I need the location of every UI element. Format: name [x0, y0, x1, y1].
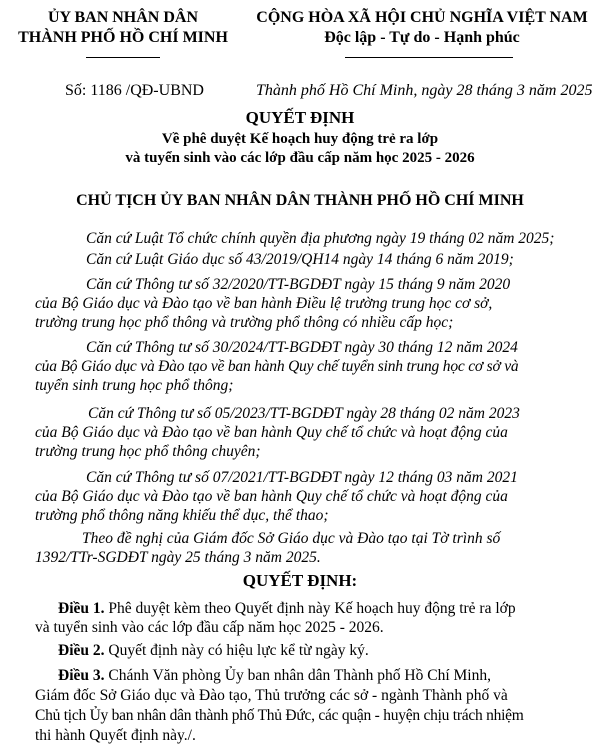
article-3-text: Chánh Văn phòng Ủy ban nhân dân Thành phố Hồ Chí Minh, — [104, 667, 491, 684]
place-date: Thành phố Hồ Chí Minh, ngày 28 tháng 3 năm 2025 — [256, 82, 593, 99]
agency-name-line2: THÀNH PHỐ HỒ CHÍ MINH — [18, 29, 228, 46]
document-subtitle-line2: và tuyển sinh vào các lớp đầu cấp năm học 2025 - 2026 — [125, 150, 475, 166]
article-3-line1 — [58, 666, 491, 685]
article-1-line2: và tuyển sinh vào các lớp đầu cấp năm học 2025 - 2026. — [35, 619, 384, 636]
basis-line: trường phổ thông năng khiếu thể dục, thể thao; — [35, 507, 329, 524]
basis-line: tuyển sinh trung học phổ thông; — [35, 377, 234, 394]
basis-line: Căn cứ Luật Giáo dục số 43/2019/QH14 ngày 14 tháng 6 năm 2019; — [86, 251, 514, 268]
decision-heading: QUYẾT ĐỊNH: — [242, 571, 358, 590]
basis-line: của Bộ Giáo dục và Đào tạo về ban hành Quy chế tuyển sinh trung học cơ sở và — [35, 358, 519, 375]
motto-underline — [345, 57, 513, 58]
article-2-line1 — [58, 641, 369, 660]
document-subtitle-line1: Về phê duyệt Kế hoạch huy động trẻ ra lớp — [161, 131, 439, 147]
article-1-text: Phê duyệt kèm theo Quyết định này Kế hoạch huy động trẻ ra lớp — [104, 600, 516, 617]
basis-line: Căn cứ Thông tư số 30/2024/TT-BGDĐT ngày 30 tháng 12 năm 2024 — [86, 339, 518, 356]
article-3-line4: thi hành Quyết định này./. — [35, 727, 196, 744]
basis-line: Căn cứ Luật Tổ chức chính quyền địa phương ngày 19 tháng 02 năm 2025; — [86, 230, 555, 247]
basis-line: của Bộ Giáo dục và Đào tạo về ban hành Điều lệ trường trung học cơ sở, — [35, 295, 493, 312]
article-1-label: Điều 1. — [58, 600, 105, 617]
article-2-label: Điều 2. — [58, 642, 105, 659]
article-3-line3: Chủ tịch Ủy ban nhân dân thành phố Thủ Đức, các quận - huyện chịu trách nhiệm — [35, 707, 524, 724]
agency-underline — [86, 57, 160, 58]
article-3-label: Điều 3. — [58, 667, 105, 684]
article-3-line2: Giám đốc Sở Giáo dục và Đào tạo, Thủ trưởng các sở - ngành Thành phố và — [35, 687, 508, 704]
basis-line: trường trung học phổ thông và trường phổ thông có nhiều cấp học; — [35, 314, 454, 331]
basis-line: trường trung học phổ thông chuyên; — [35, 443, 261, 460]
basis-line: Theo đề nghị của Giám đốc Sở Giáo dục và Đào tạo tại Tờ trình số — [82, 530, 501, 547]
basis-line: Căn cứ Thông tư số 32/2020/TT-BGDĐT ngày 15 tháng 9 năm 2020 — [86, 276, 511, 293]
basis-line: của Bộ Giáo dục và Đào tạo về ban hành Quy chế tổ chức và hoạt động của — [35, 488, 508, 505]
national-motto: Độc lập - Tự do - Hạnh phúc — [324, 29, 520, 46]
document-title: QUYẾT ĐỊNH — [245, 108, 355, 127]
national-title: CỘNG HÒA XÃ HỘI CHỦ NGHĨA VIỆT NAM — [256, 9, 588, 26]
agency-name-line1: ỦY BAN NHÂN DÂN — [47, 9, 199, 26]
basis-line: Căn cứ Thông tư số 07/2021/TT-BGDĐT ngày 12 tháng 03 năm 2021 — [86, 469, 518, 486]
basis-line: Căn cứ Thông tư số 05/2023/TT-BGDĐT ngày 28 tháng 02 năm 2023 — [88, 405, 520, 422]
article-1-line1 — [58, 599, 516, 618]
basis-line: 1392/TTr-SGDĐT ngày 25 tháng 3 năm 2025. — [35, 549, 321, 566]
issuing-authority: CHỦ TỊCH ỦY BAN NHÂN DÂN THÀNH PHỐ HỒ CHÍ MINH — [76, 192, 524, 209]
basis-line: của Bộ Giáo dục và Đào tạo về ban hành Quy chế tổ chức và hoạt động của — [35, 424, 508, 441]
document-number: Số: 1186 /QĐ-UBND — [65, 82, 204, 99]
article-2-text: Quyết định này có hiệu lực kể từ ngày ký. — [104, 642, 369, 659]
